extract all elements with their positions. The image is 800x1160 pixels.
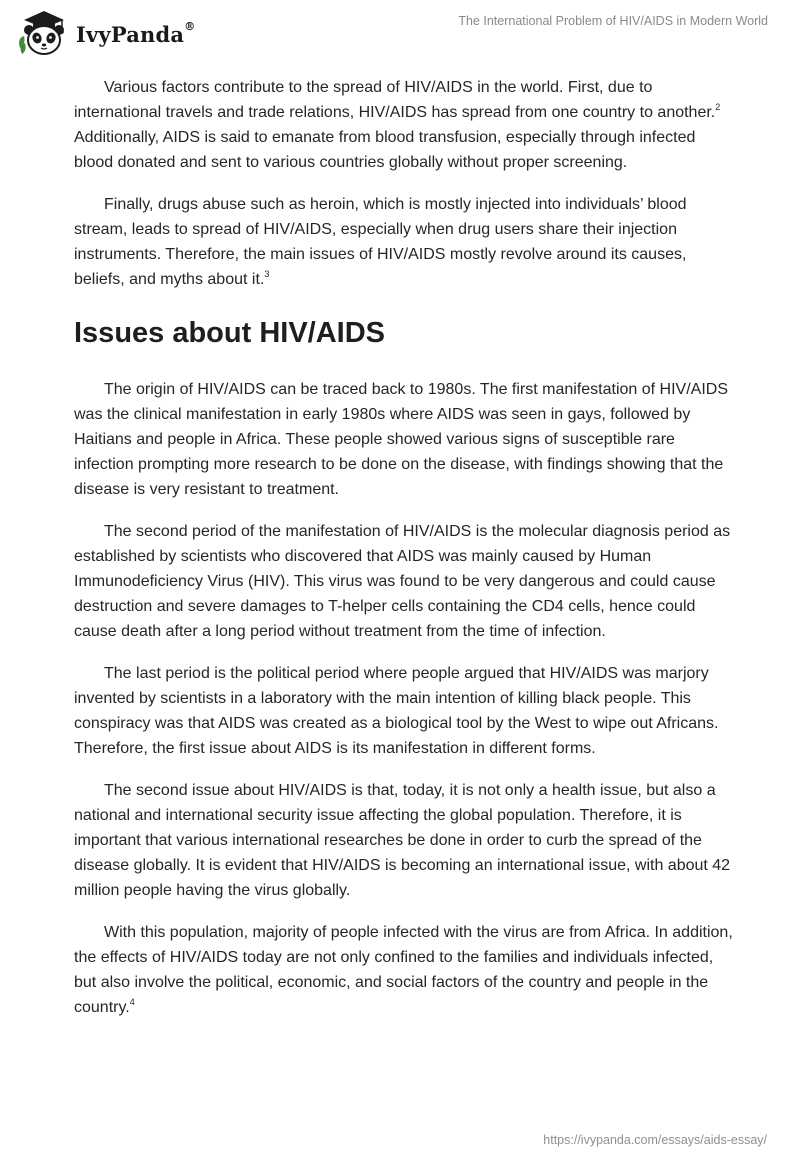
- essay-body: [74, 70, 734, 1037]
- paragraph: The last period is the political period where people argued that HIV/AIDS was marjory invented by scientists in a laboratory with the main intention of killing black people. This conspiracy was that AIDS was created as a biological tool by the West to wipe out Africans. Therefore, the first issue about AIDS is its manifestation in different forms.: [74, 665, 719, 757]
- footnote-ref[interactable]: 3: [264, 268, 270, 279]
- section-heading: Issues about HIV/AIDS: [74, 317, 386, 349]
- page-header: [0, 0, 800, 70]
- brand-name: IvyPanda®: [76, 19, 196, 47]
- paragraph: Various factors contribute to the spread of HIV/AIDS in the world. First, due to international travels and trade relations, HIV/AIDS has spread from one country to another.$^2$ Additionally, AIDS is said to emanate from blood transfusion, especially through infected blood donated and sent to various countries globally without proper screening.: [74, 79, 721, 171]
- footnote-ref[interactable]: 4: [129, 996, 135, 1007]
- paragraph: The second issue about HIV/AIDS is that, today, it is not only a health issue, but also a national and international security issue affecting the global population. Therefore, it is important that various international researches be done in order to curb the spread of the disease globally. It is evident that HIV/AIDS is becoming an international issue, with about 42 million people having the virus globally.: [74, 782, 731, 899]
- paragraph: Finally, drugs abuse such as heroin, which is mostly injected into individuals’ blood stream, leads to spread of HIV/AIDS, especially when drug users share their injection instruments. Therefore, the main issues of HIV/AIDS mostly revolve around its causes, beliefs, and myths about it.$^3$: [74, 196, 687, 288]
- ivypanda-logo[interactable]: [14, 8, 195, 58]
- footnote-ref[interactable]: 2: [715, 101, 721, 112]
- panda-graduate-icon: [14, 8, 72, 58]
- paragraph: The second period of the manifestation of HIV/AIDS is the molecular diagnosis period as established by scientists who discovered that AIDS was mainly caused by Human Immunodeficiency Virus (HIV). This virus was found to be very dangerous and could cause destruction and severe damages to T-helper cells containing the CD4 cells, hence could cause death after a long period without treatment from the time of infection.: [74, 523, 731, 640]
- document-title: The International Problem of HIV/AIDS in Modern World: [458, 14, 768, 28]
- paragraph: With this population, majority of people infected with the virus are from Africa. In addition, the effects of HIV/AIDS today are not only confined to the families and individuals infected, but also involve the political, economic, and social factors of the country and people in the country.$^4$: [74, 924, 733, 1016]
- paragraph: The origin of HIV/AIDS can be traced back to 1980s. The first manifestation of HIV/AIDS was the clinical manifestation in early 1980s where AIDS was seen in gays, followed by Haitians and people in Africa. These people showed various signs of susceptible rare infection prompting more research to be done on the disease, with findings showing that the disease is very resistant to treatment.: [74, 381, 729, 498]
- source-url[interactable]: https://ivypanda.com/essays/aids-essay/: [543, 1133, 767, 1147]
